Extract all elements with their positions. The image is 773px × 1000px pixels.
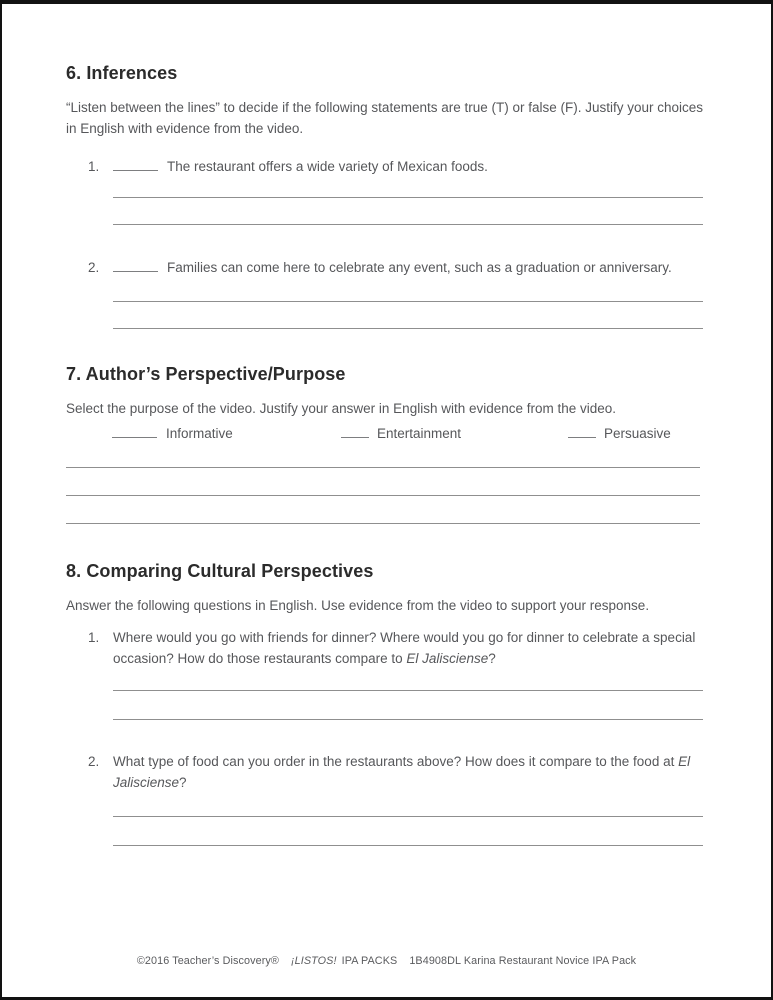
item-statement-wrap [113, 257, 703, 278]
answer-line [113, 177, 703, 198]
option-persuasive [568, 425, 671, 441]
answer-line [113, 817, 703, 846]
answer-line [113, 669, 703, 691]
answer-line [66, 496, 700, 524]
section-7-heading: 7. Author’s Perspective/Purpose [66, 364, 346, 384]
footer-series-name: ¡LISTOS! [290, 955, 337, 967]
footer-packs-label: IPA PACKS [341, 955, 398, 967]
page-footer [2, 955, 771, 967]
option-entertainment [341, 425, 461, 441]
option-informative [112, 425, 233, 441]
answer-line [113, 278, 703, 302]
option-blank [112, 425, 157, 438]
item-statement: Families can come here to celebrate any event, such as a graduation or anniversary. [167, 260, 672, 275]
option-blank [568, 425, 596, 438]
option-label: Persuasive [604, 426, 671, 441]
item-number: 1. [88, 630, 100, 645]
footer-product-code: 1B4908DL Karina Restaurant Novice IPA Pack [409, 955, 637, 967]
footer-copyright: ©2016 Teacher’s Discovery® [136, 955, 279, 967]
answer-line [113, 198, 703, 225]
purpose-options-row [66, 425, 707, 442]
answer-line [66, 468, 700, 496]
item-number: 2. [88, 754, 100, 769]
question-item-2 [88, 751, 707, 793]
section-8-heading: 8. Comparing Cultural Perspectives [66, 561, 374, 581]
section-6-instructions: “Listen between the lines” to decide if the following statements are true (T) or false (F). Justify your choices in English with evidence from the video. [66, 100, 704, 136]
section-6-heading: 6. Inferences [66, 63, 178, 83]
item-statement-wrap [113, 156, 703, 177]
tf-item-2 [88, 257, 707, 278]
tf-answer-blank [113, 259, 158, 272]
item-number: 1. [88, 159, 100, 174]
question-text-prefix: What type of food can you order in the restaurants above? How does it compare to the food at [113, 754, 679, 769]
option-label: Entertainment [377, 426, 462, 441]
tf-item-1 [88, 156, 707, 177]
option-label: Informative [166, 426, 233, 441]
section-7-instructions: Select the purpose of the video. Justify your answer in English with evidence from the video. [66, 401, 617, 416]
restaurant-name: El Jalisciense [113, 754, 691, 790]
restaurant-name: El Jalisciense [406, 651, 489, 666]
item-statement: The restaurant offers a wide variety of Mexican foods. [167, 159, 488, 174]
question-text-prefix: Where would you go with friends for dinner? Where would you go for dinner to celebrate a special occasion? How do those restaurants compare to [113, 630, 696, 666]
answer-line [113, 691, 703, 720]
question-text [113, 627, 703, 669]
question-item-1 [88, 627, 707, 669]
answer-line [113, 302, 703, 329]
page-content [2, 4, 771, 846]
tf-answer-blank [113, 158, 158, 171]
question-text-suffix: ? [179, 775, 187, 790]
section-cultural-perspectives [66, 560, 707, 846]
section-perspective-purpose [66, 363, 707, 524]
item-number: 2. [88, 260, 100, 275]
option-blank [341, 425, 369, 438]
question-text [113, 751, 703, 793]
section-inferences [66, 62, 707, 329]
answer-line [113, 793, 703, 817]
section-8-instructions: Answer the following questions in English. Use evidence from the video to support your response. [66, 598, 650, 613]
answer-line [66, 442, 700, 468]
question-text-suffix: ? [488, 651, 496, 666]
